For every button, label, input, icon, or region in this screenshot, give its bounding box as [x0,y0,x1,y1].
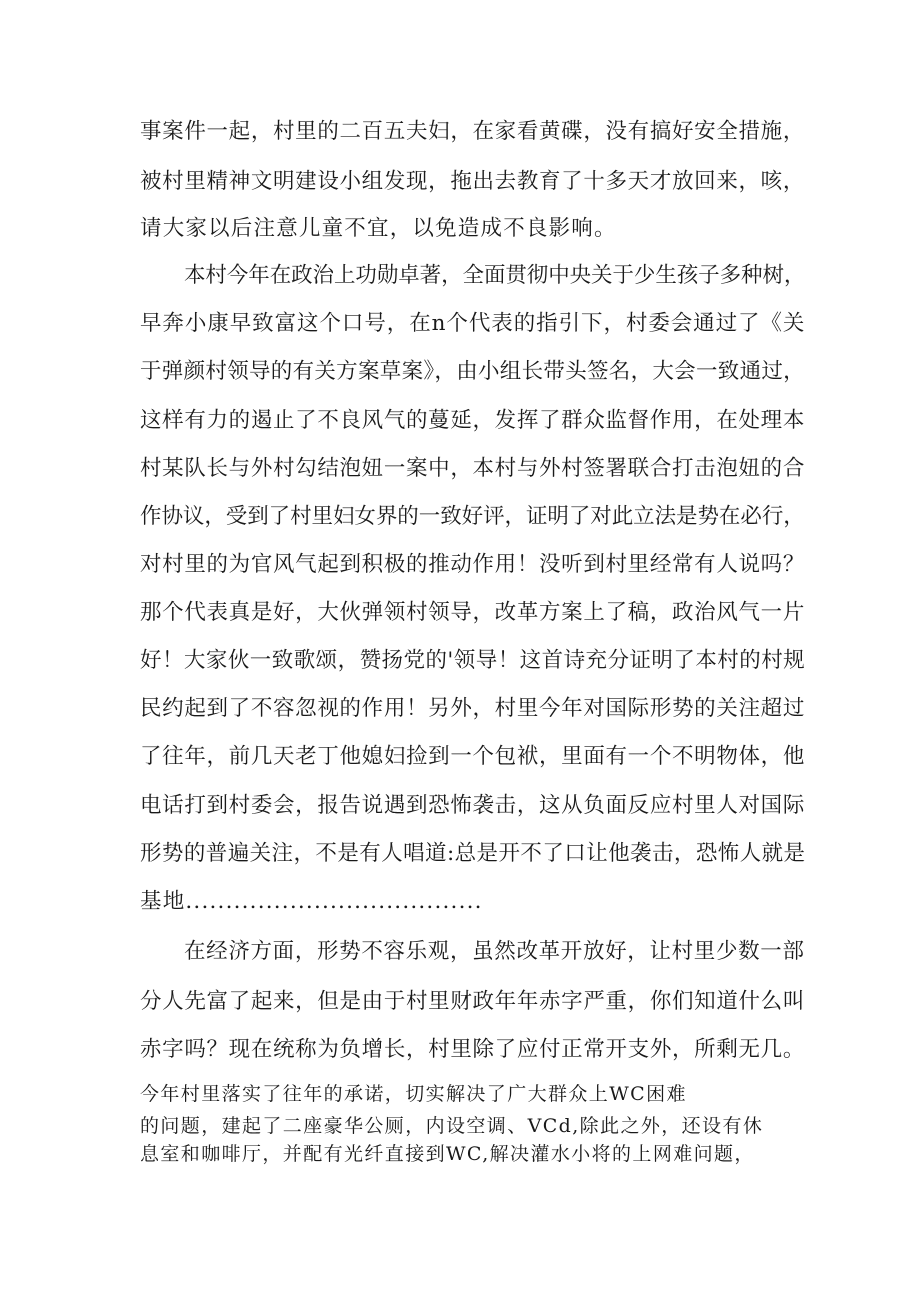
paragraph-start-line: 今年村里落实了往年的承诺，切实解决了广大群众上WC困难 [140,1083,687,1105]
text-line: 基地..................................... [140,889,483,914]
text-line: 形势的普遍关注，不是有人唱道:总是开不了口让他袭击，恐怖人就是 [140,841,806,866]
text-line: 分人先富了起来，但是由于村里财政年年赤字严重，你们知道什么叫 [140,989,806,1014]
text-line: 电话打到村委会，报告说遇到恐怖袭击，这从负面反应村里人对国际 [140,793,806,818]
text-line: 民约起到了不容忽视的作用！另外，村里今年对国际形势的关注超过 [140,696,806,721]
text-line: 村某队长与外村勾结泡妞一案中，本村与外村签署联合打击泡妞的合 [140,456,806,481]
text-line: 那个代表真是好，大伙弹领村领导，改革方案上了稿，政治风气一片 [140,600,806,625]
paragraph-start-line: 在经济方面，形势不容乐观，虽然改革开放好，让村里少数一部 [184,939,805,964]
text-line: 事案件一起，村里的二百五夫妇，在家看黄碟，没有搞好安全措施， [140,119,806,144]
text-line: 好！大家伙一致歌颂，赞扬党的'领导！这首诗充分证明了本村的村规 [140,648,806,673]
text-line: 早奔小康早致富这个口号，在n个代表的指引下，村委会通过了《关 [140,311,806,336]
text-line: 赤字吗？现在统称为负增长，村里除了应付正常开支外，所剩无几。 [140,1037,806,1062]
text-line: 作协议，受到了村里妇女界的一致好评，证明了对此立法是势在必行， [140,504,805,529]
text-line: 了往年，前几天老丁他媳妇捡到一个包袱，里面有一个不明物体，他 [140,744,806,769]
text-line: 被村里精神文明建设小组发现，拖出去教育了十多天才放回来，咳， [140,169,806,194]
text-line: 息室和咖啡厅，并配有光纤直接到WC,解决灌水小将的上网难问题， [140,1143,755,1165]
paragraph-start-line: 本村今年在政治上功勋卓著，全面贯彻中央关于少生孩子多种树， [184,263,806,288]
text-line: 于弹颜村领导的有关方案草案》，由小组长带头签名，大会一致通过， [140,359,805,384]
text-line: 的问题，建起了二座豪华公厕，内设空调、VCd,除此之外，还设有休 [140,1115,764,1137]
text-line: 请大家以后注意儿童不宜，以免造成不良影响。 [140,216,617,241]
text-line: 这样有力的遏止了不良风气的蔓延，发挥了群众监督作用，在处理本 [140,408,806,433]
text-line: 对村里的为官风气起到积极的推动作用！没听到村里经常有人说吗？ [140,552,806,577]
